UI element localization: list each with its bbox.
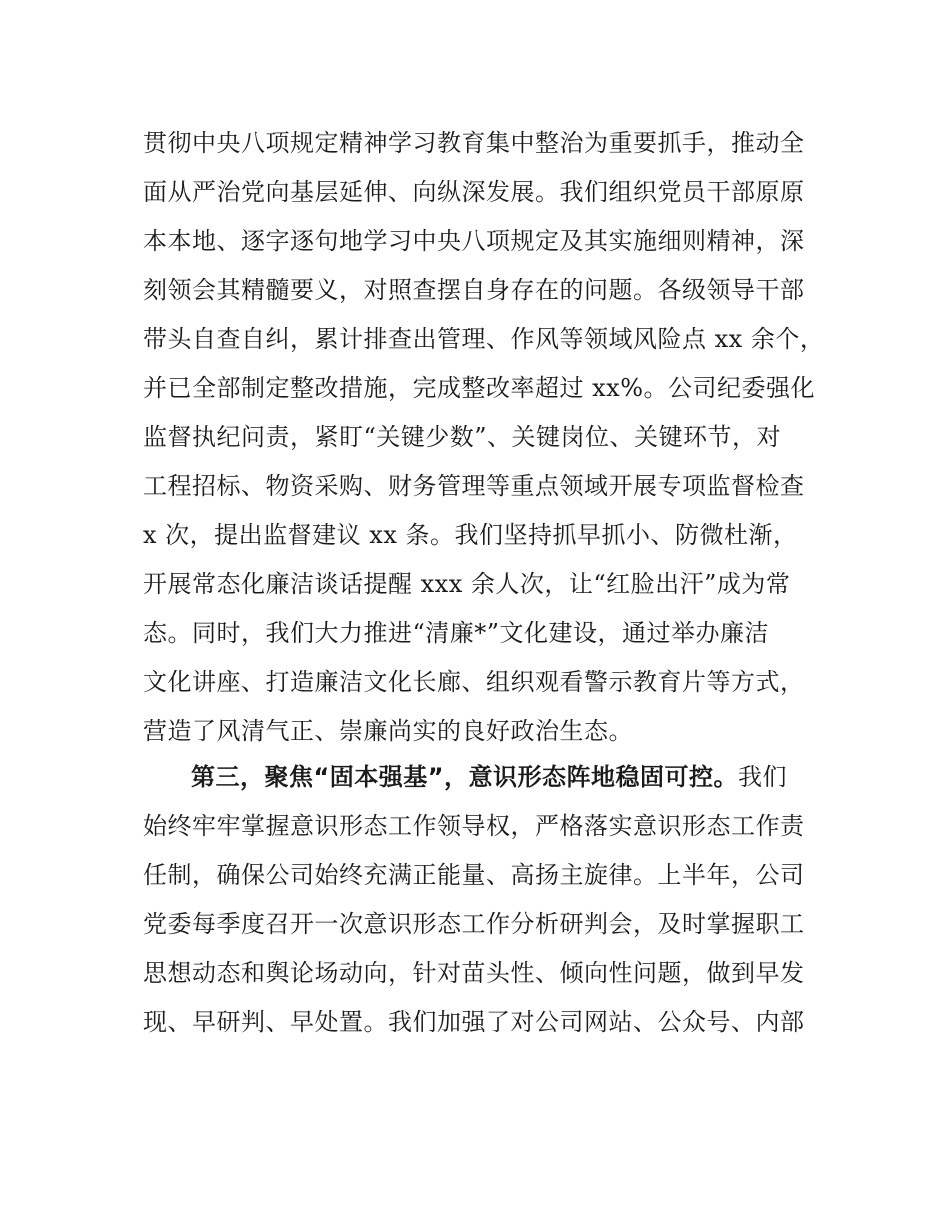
paragraph-1-line: 态。同时，我们大力推进“清廉*”文化建设，通过举办廉洁 [143, 619, 770, 647]
paragraph-2-first-line-rest: 我们 [738, 763, 788, 791]
paragraph-1-line: 面从严治党向基层延伸、向纵深发展。我们组织党员干部原原 [143, 178, 805, 206]
section-heading: 第三，聚焦“固本强基”，意识形态阵地稳固可控。 [191, 763, 739, 791]
paragraph-1-line: 带头自查自纠，累计排查出管理、作风等领域风险点 xx 余个， [143, 325, 825, 353]
paragraph-1-line: 并已全部制定整改措施，完成整改率超过 xx%。公司纪委强化 [143, 374, 816, 402]
paragraph-1-line: 监督执纪问责，紧盯“关键少数”、关键岗位、关键环节，对 [143, 423, 782, 451]
paragraph-2-line: 现、早研判、早处置。我们加强了对公司网站、公众号、内部 [143, 1008, 805, 1036]
paragraph-1-line: 工程招标、物资采购、财务管理等重点领域开展专项监督检查 [143, 472, 805, 500]
paragraph-1-line: 开展常态化廉洁谈话提醒 xxx 余人次，让“红脸出汗”成为常 [143, 570, 791, 598]
paragraph-1-line: x 次，提出监督建议 xx 条。我们坚持抓早抓小、防微杜渐， [143, 521, 798, 549]
paragraph-2-line: 思想动态和舆论场动向，针对苗头性、倾向性问题，做到早发 [143, 959, 805, 987]
paragraph-1-line: 文化讲座、打造廉洁文化长廊、组织观看警示教育片等方式， [143, 668, 805, 696]
paragraph-1-line: 贯彻中央八项规定精神学习教育集中整治为重要抓手，推动全 [143, 129, 805, 157]
paragraph-2-first-line [191, 757, 787, 797]
paragraph-2-line: 任制，确保公司始终充满正能量、高扬主旋律。上半年，公司 [143, 861, 805, 889]
paragraph-1-line: 营造了风清气正、崇廉尚实的良好政治生态。 [143, 717, 633, 745]
paragraph-2-line: 党委每季度召开一次意识形态工作分析研判会，及时掌握职工 [143, 910, 805, 938]
paragraph-1-line: 本本地、逐字逐句地学习中央八项规定及其实施细则精神，深 [143, 227, 805, 255]
paragraph-1-line: 刻领会其精髓要义，对照查摆自身存在的问题。各级领导干部 [143, 276, 805, 304]
paragraph-2-line: 始终牢牢掌握意识形态工作领导权，严格落实意识形态工作责 [143, 812, 805, 840]
